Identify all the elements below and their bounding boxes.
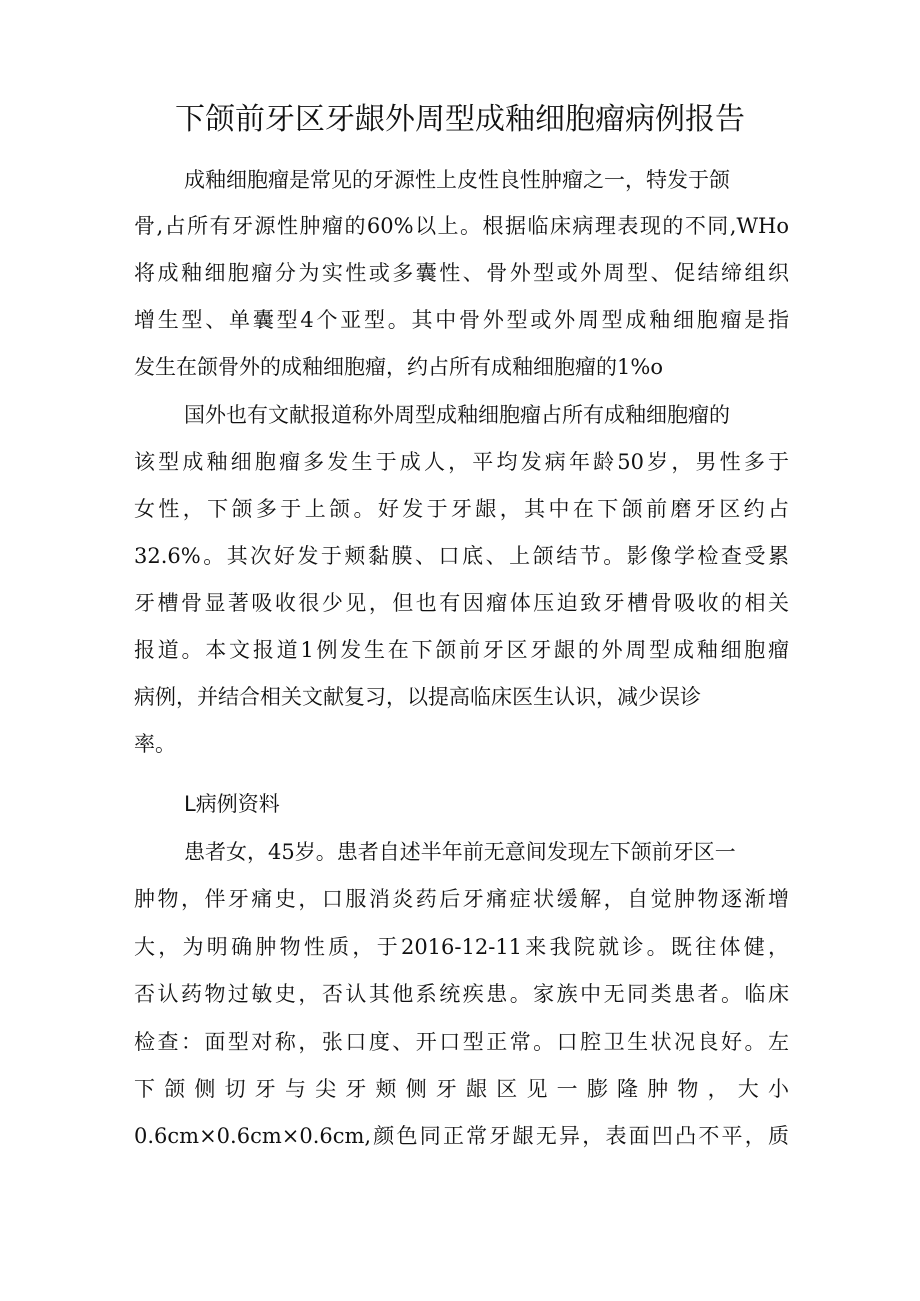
paragraph-line: 发生在颌骨外的成釉细胞瘤，约占所有成釉细胞瘤的1%o [134, 355, 663, 379]
paragraph-line: 率。 [134, 732, 176, 756]
paragraph-line: 下颌侧切牙与尖牙颊侧牙龈区见一膨隆肿物，大小 [134, 1077, 789, 1101]
paragraph-line: 骨,占所有牙源性肿瘤的60%以上。根据临床病理表现的不同,WHo [134, 214, 789, 238]
paragraph-line: 增生型、单囊型4个亚型。其中骨外型或外周型成釉细胞瘤是指 [134, 308, 789, 332]
paragraph-line: 0.6cm×0.6cm×0.6cm,颜色同正常牙龈无异，表面凹凸不平，质 [134, 1124, 789, 1148]
section-heading: L病例资料 [184, 792, 280, 816]
paragraph-line: 国外也有文献报道称外周型成釉细胞瘤占所有成釉细胞瘤的 [184, 403, 730, 427]
paragraph-line: 成釉细胞瘤是常见的牙源性上皮性良性肿瘤之一，特发于颌 [184, 168, 730, 192]
paragraph-line: 病例，并结合相关文献复习，以提高临床医生认识，减少误诊 [134, 685, 701, 709]
paragraph-line: 患者女，45岁。患者自述半年前无意间发现左下颌前牙区一 [184, 840, 736, 864]
paragraph-line: 检查：面型对称，张口度、开口型正常。口腔卫生状况良好。左 [134, 1030, 789, 1054]
paragraph-line: 报道。本文报道1例发生在下颌前牙区牙龈的外周型成釉细胞瘤 [134, 638, 789, 662]
page-title: 下颌前牙区牙龈外周型成釉细胞瘤病例报告 [175, 102, 745, 137]
paragraph-line: 牙槽骨显著吸收很少见，但也有因瘤体压迫致牙槽骨吸收的相关 [134, 591, 789, 615]
paragraph-line: 否认药物过敏史，否认其他系统疾患。家族中无同类患者。临床 [134, 982, 789, 1006]
paragraph-line: 将成釉细胞瘤分为实性或多囊性、骨外型或外周型、促结缔组织 [134, 261, 789, 285]
paragraph-line: 该型成釉细胞瘤多发生于成人，平均发病年龄50岁，男性多于 [134, 450, 789, 474]
paragraph-line: 女性，下颌多于上颌。好发于牙龈，其中在下颌前磨牙区约占 [134, 497, 789, 521]
paragraph-line: 32.6%。其次好发于颊黏膜、口底、上颌结节。影像学检查受累 [134, 544, 789, 568]
paragraph-line: 肿物，伴牙痛史，口服消炎药后牙痛症状缓解，自觉肿物逐渐增 [134, 887, 789, 911]
paragraph-line: 大，为明确肿物性质，于2016-12-11来我院就诊。既往体健， [134, 935, 789, 959]
